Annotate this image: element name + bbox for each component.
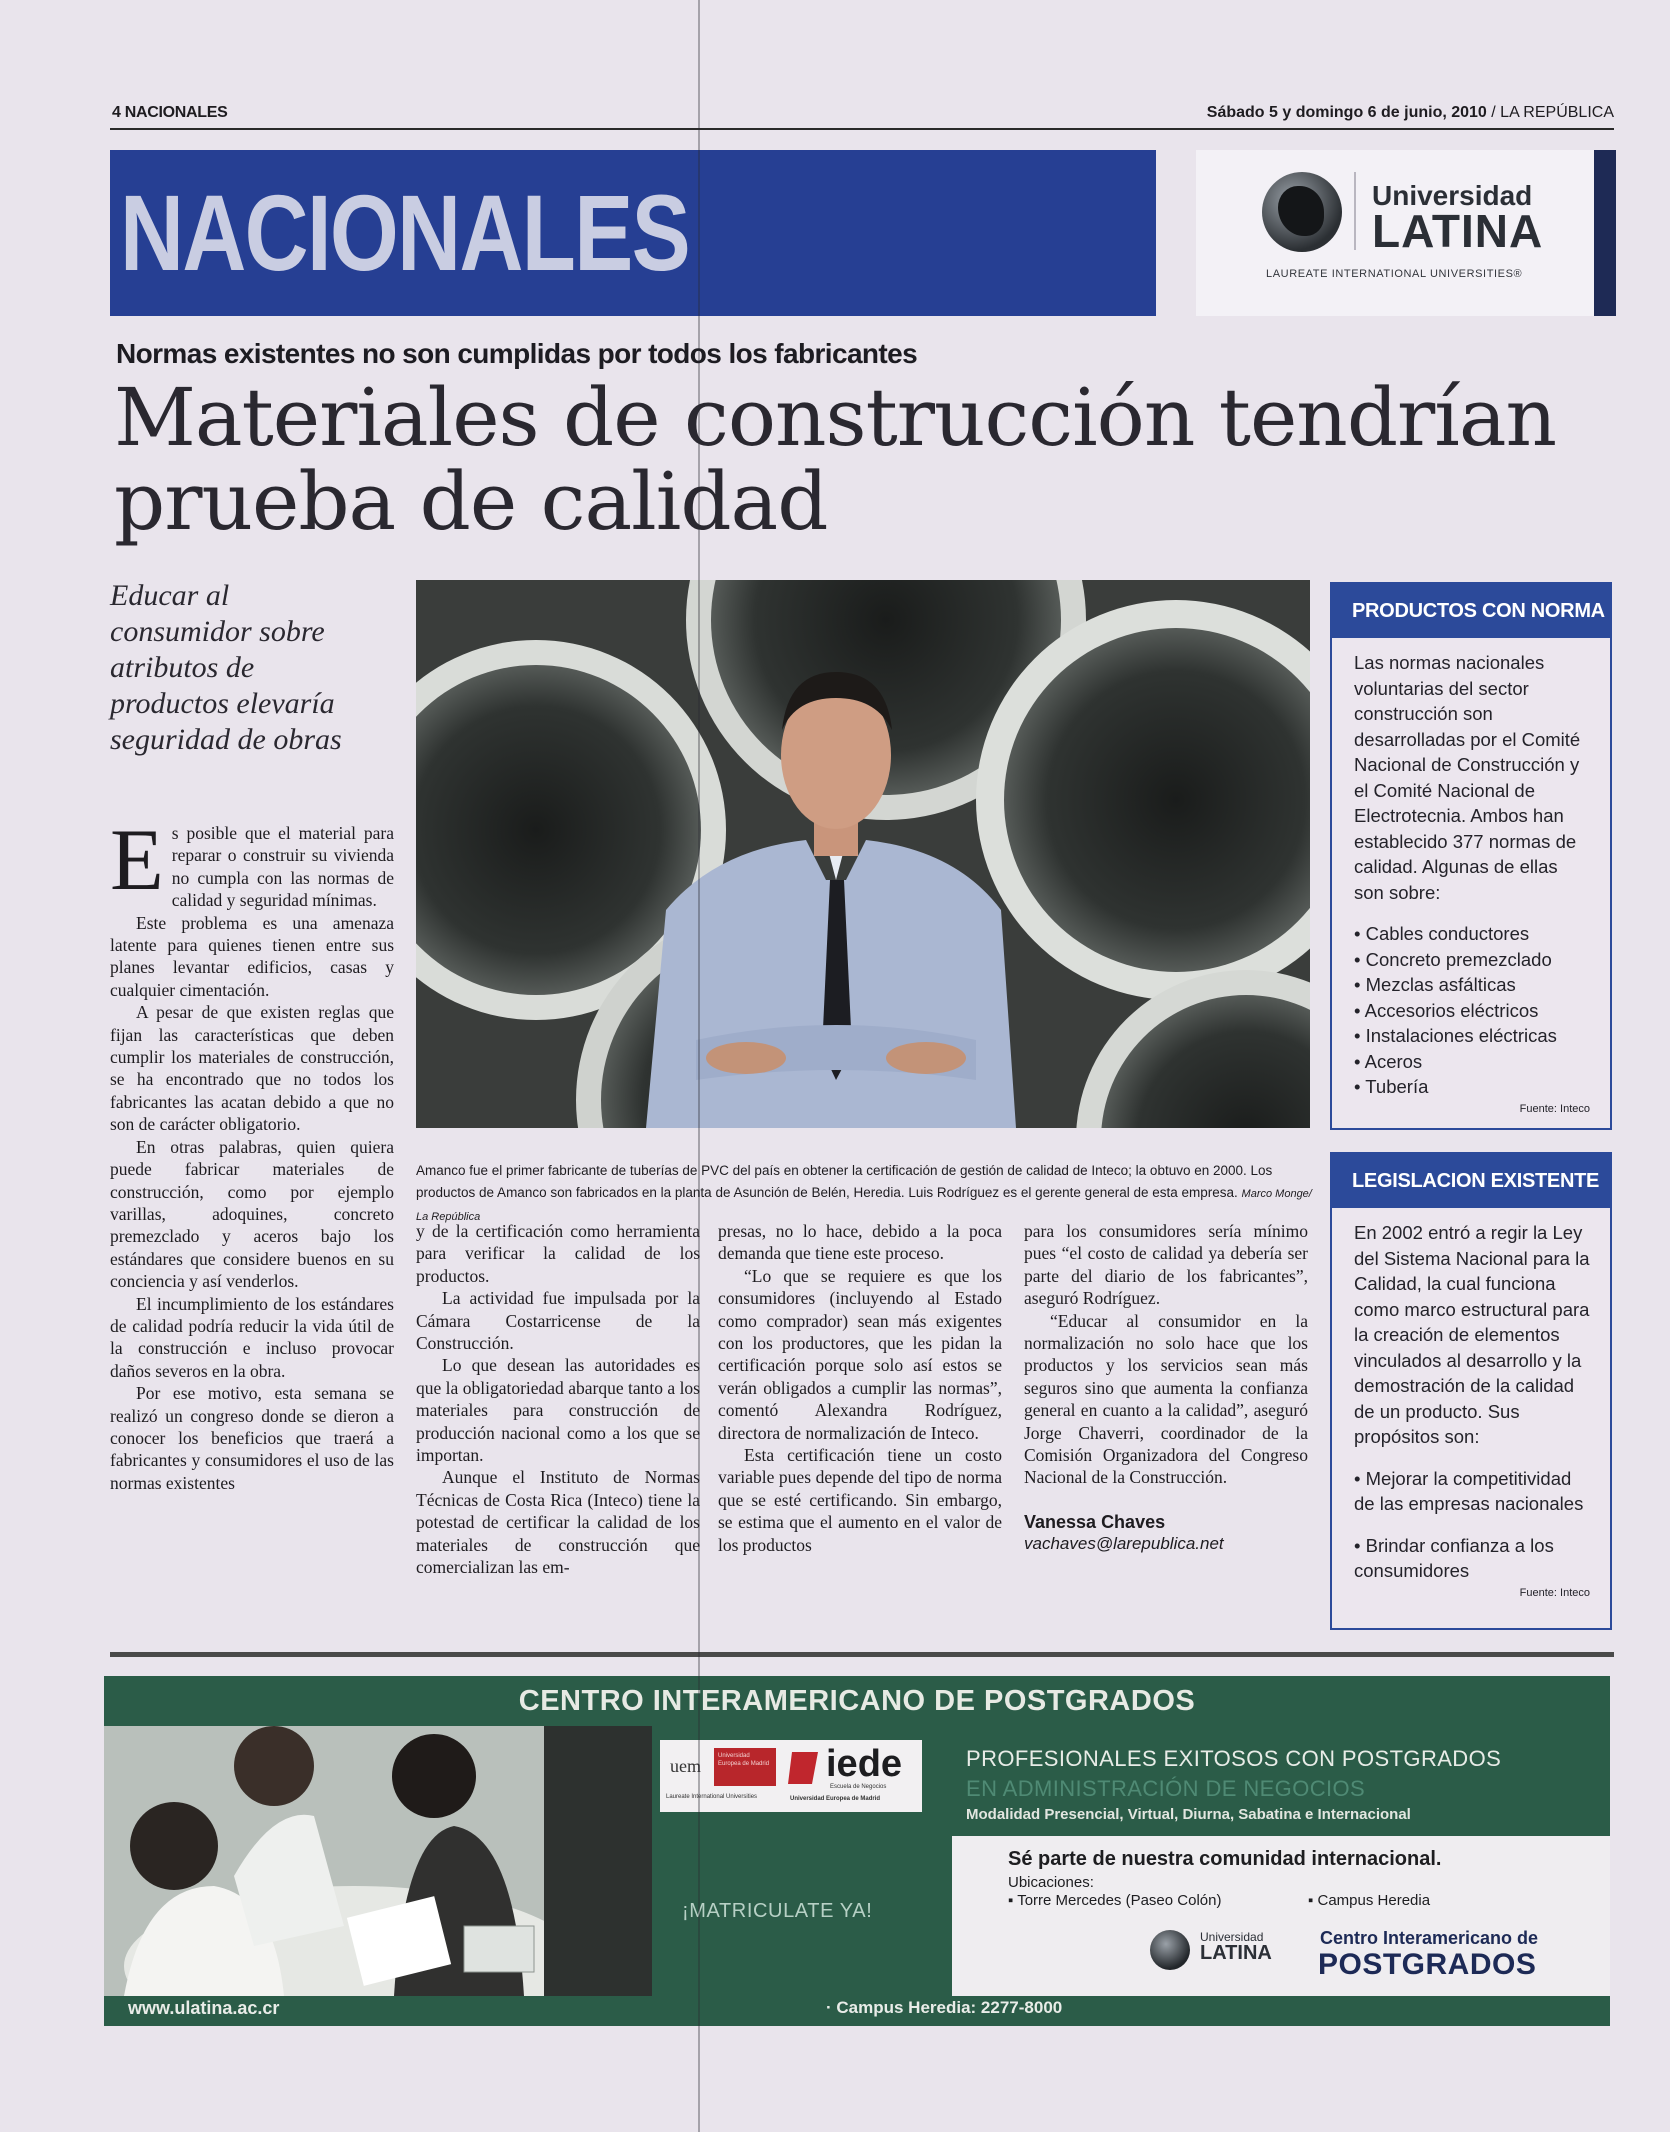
sidebar-source: Fuente: Inteco — [1519, 1586, 1590, 1599]
byline-name: Vanessa Chaves — [1024, 1511, 1166, 1532]
paragraph: La actividad fue impulsada por la Cámara Costarricense de la Construcción. — [416, 1288, 700, 1354]
sponsor-laureate: LAUREATE INTERNATIONAL UNIVERSITIES® — [1266, 268, 1523, 280]
ad-location-2-text: Campus Heredia — [1317, 1892, 1431, 1909]
logo-uem-name: Universidad Europea de Madrid — [718, 1753, 770, 1767]
page-section-label: 4 NACIONALES — [112, 104, 228, 121]
sidebar-intro: Las normas nacionales voluntarias del sector construcción son desarrolladas por el Comité Nacional de Construcción y el Comité Nacional de Electrotecnia. Ambos han establecido 377 normas de calidad. Algunas de ellas son sobre: — [1354, 652, 1581, 903]
ad-photo — [104, 1726, 652, 1996]
byline-email: vachaves@larepublica.net — [1024, 1534, 1224, 1554]
mini-univ: Universidad — [1200, 1930, 1264, 1944]
logo-iede-caption: Universidad Europea de Madrid — [790, 1796, 881, 1802]
photo-credit: Marco Monge/ La República — [416, 1188, 1312, 1223]
ad-modalidad: Modalidad Presencial, Virtual, Diurna, Sabatina e Internacional — [966, 1806, 1411, 1823]
sidebar-productos — [1330, 582, 1612, 1130]
caption-text: Amanco fue el primer fabricante de tuberías de PVC del país en obtener la certificación de gestión de calidad de Inteco; la obtuvo en 2000. Los productos de Amanco son fabricados en la planta de Asunción de Belén, Heredia. Luis Rodríguez es el gerente general de esta empresa. — [416, 1163, 1273, 1200]
ad-website: www.ulatina.ac.cr — [128, 1998, 280, 2018]
ad-headline-2: EN ADMINISTRACIÓN DE NEGOCIOS — [966, 1776, 1366, 1801]
ad-headline-1: PROFESIONALES EXITOSOS CON POSTGRADOS — [966, 1746, 1502, 1771]
sidebar-list — [1354, 921, 1590, 1100]
photo-illustration — [416, 580, 1310, 1128]
paragraph: presas, no lo hace, debido a la poca demanda que tiene este proceso. — [718, 1221, 1002, 1264]
ad-location-1-text: Torre Mercedes (Paseo Colón) — [1017, 1892, 1222, 1909]
article-photo — [416, 580, 1310, 1128]
paragraph: Este problema es una amenaza latente para quienes tienen entre sus planes levantar edificios, casas y cualquier cimentación. — [110, 912, 394, 1000]
paragraph: “Educar al consumidor en la normalización no solo hace que los productos y los servicios sean más seguros sino que aumenta la confianza general en cuanto a la calidad”, aseguró Jorge Chaverri, coordinador de la Comisión Organizadora del Congreso Nacional de la Construcción. — [1024, 1310, 1308, 1488]
logo-iede-sub: Escuela de Negocios — [830, 1784, 887, 1790]
paragraph — [110, 812, 394, 912]
sponsor-universidad: Universidad — [1372, 180, 1533, 211]
ad-location-1: ▪ Torre Mercedes (Paseo Colón) — [1008, 1892, 1222, 1909]
paragraph: Aunque el Instituto de Normas Técnicas de Costa Rica (Inteco) tiene la potestad de certificar la calidad de los materiales de construcción que comercializan las em- — [416, 1467, 700, 1578]
ad-brand-line-1: Centro Interamericano de — [1320, 1928, 1539, 1948]
photo-caption — [416, 1160, 1316, 1228]
drop-cap: E — [110, 812, 164, 909]
article-deck: Educar al consumidor sobre atributos de productos elevaría seguridad de obras — [110, 579, 342, 756]
article-kicker: Normas existentes no son cumplidas por todos los fabricantes — [116, 338, 918, 369]
paragraph: Por ese motivo, esta semana se realizó un congreso donde se dieron a conocer los beneficios que traerá a fabricantes y consumidores el uso de las normas existentes — [110, 1383, 394, 1493]
publication-name: / LA REPÚBLICA — [1486, 104, 1614, 121]
paragraph: En otras palabras, quien quiera puede fabricar materiales de construcción, como por ejemplo varillas, adoquines, concreto premezclado y aceros bajo los estándares que considere buenos en su conciencia y así venderlos. — [110, 1136, 394, 1292]
list-item: • Brindar confianza a los consumidores — [1354, 1533, 1590, 1584]
paper-fold-line — [698, 0, 700, 2132]
top-rule — [110, 128, 1614, 130]
ad-title: CENTRO INTERAMERICANO DE POSTGRADOS — [518, 1685, 1196, 1717]
date-text: Sábado 5 y domingo 6 de junio, 2010 — [1206, 104, 1487, 121]
list-item: • Instalaciones eléctricas — [1354, 1023, 1590, 1049]
ad-top-rule — [110, 1652, 1614, 1657]
article-headline: Materiales de construcción tendrían prueba de calidad — [114, 371, 1557, 548]
paragraph: “Lo que se requiere es que los consumidores (incluyendo al Estado como comprador) sean más exigentes con los productores, que les pidan la certificación porque solo así estos se verán obligados a cumplir las normas”, comentó Alexandra Rodríguez, directora de normalización de Inteco. — [718, 1265, 1002, 1443]
logo-iede: iede — [826, 1743, 903, 1785]
paragraph: Esta certificación tiene un costo variable pues depende del tipo de norma que se esté certificando. Sin embargo, se estima que el aumento en el valor de los productos — [718, 1445, 1002, 1555]
ad-phone: · Campus Heredia: 2277-8000 — [826, 1998, 1063, 2017]
list-item: • Mezclas asfálticas — [1354, 972, 1590, 998]
list-item: • Tubería — [1354, 1074, 1590, 1100]
paragraph: El incumplimiento de los estándares de calidad podría reducir la vida útil de la construcción e incluso provocar daños severos en la obra. — [110, 1293, 394, 1381]
ad-community: Sé parte de nuestra comunidad internacional. — [1008, 1848, 1442, 1870]
mini-globe-icon — [1150, 1930, 1190, 1970]
paragraph-text: s posible que el material para reparar o construir su vivienda no cumpla con las normas de calidad y seguridad mínimas. — [171, 823, 394, 911]
ad-brand-line-2: POSTGRADOS — [1318, 1948, 1537, 1981]
article-column-3-body — [718, 1220, 1002, 1556]
sidebar-body — [1332, 638, 1610, 1128]
ad-photo-illustration — [104, 1726, 652, 1996]
paragraph: para los consumidores sería mínimo pues “el costo de calidad ya debería ser parte del diario de los fabricantes”, aseguró Rodríguez. — [1024, 1221, 1308, 1309]
publication-date — [1207, 104, 1614, 122]
list-item: • Cables conductores — [1354, 921, 1590, 947]
logo-uem: uem — [670, 1756, 701, 1776]
sponsor-latina: LATINA — [1372, 205, 1544, 257]
list-item: • Mejorar la competitividad de las empresas nacionales — [1354, 1466, 1590, 1517]
sidebar-body — [1332, 1208, 1610, 1612]
paragraph: Lo que desean las autoridades es que la obligatoriedad abarque tanto a los materiales para construcción de producción nacional como a los que se importan. — [416, 1355, 700, 1466]
sidebar-title: PRODUCTOS CON NORMA — [1332, 584, 1610, 638]
sidebar-list — [1354, 1466, 1590, 1584]
list-item: • Accesorios eléctricos — [1354, 998, 1590, 1024]
logo-uem-caption: Laureate International Universities — [666, 1794, 758, 1800]
sidebar-title: LEGISLACION EXISTENTE — [1332, 1154, 1610, 1208]
logo-divider — [1354, 172, 1356, 250]
article-column-1 — [110, 812, 394, 1494]
mini-latina: LATINA — [1200, 1942, 1272, 1964]
paragraph: A pesar de que existen reglas que fijan las características que deben cumplir los materiales de construcción, se ha encontrado que no todos los fabricantes las acatan debido a que no son de carácter obligatorio. — [110, 1002, 394, 1135]
sidebar-legislacion — [1330, 1152, 1612, 1630]
sidebar-source: Fuente: Inteco — [1519, 1102, 1590, 1115]
list-item: • Concreto premezclado — [1354, 947, 1590, 973]
ad-locations-label: Ubicaciones: — [1008, 1874, 1094, 1891]
list-item: • Aceros — [1354, 1049, 1590, 1075]
article-column-2 — [416, 1220, 700, 1579]
ad-location-2: ▪ Campus Heredia — [1308, 1892, 1431, 1909]
article-column-4 — [1024, 1220, 1308, 1556]
section-title: NACIONALES — [120, 172, 690, 293]
ad-cta: ¡MATRICULATE YA! — [682, 1900, 873, 1922]
paragraph: y de la certificación como herramienta para verificar la calidad de los productos. — [416, 1221, 700, 1286]
sidebar-intro: En 2002 entró a regir la Ley del Sistema Nacional para la Calidad, la cual funciona como marco estructural para la creación de elementos vinculados al desarrollo y la demostración de la calidad de un producto. Sus propósitos son: — [1354, 1222, 1590, 1447]
